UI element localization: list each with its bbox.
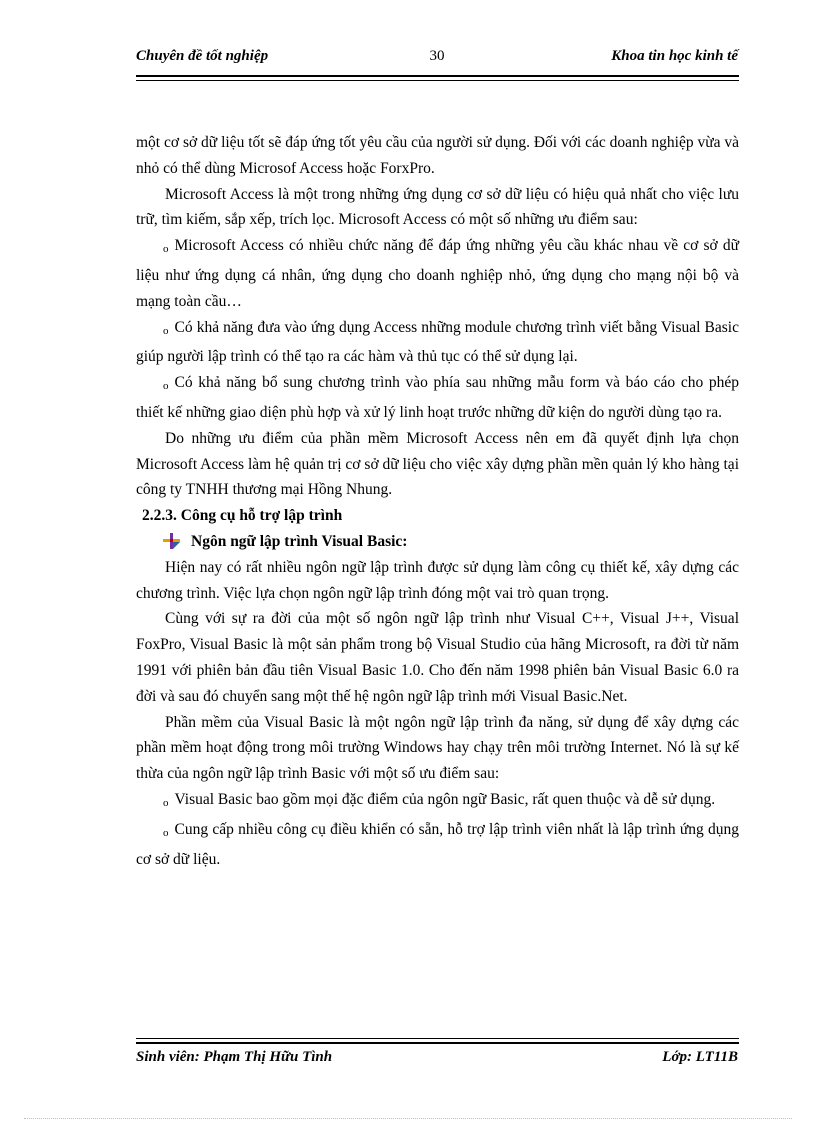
bullet-icon: o: [163, 796, 169, 809]
bullet-text: Cung cấp nhiều công cụ điều khiển có sẵn, hỗ trợ lập trình viên nhất là lập trình ứng dụng cơ sở dữ liệu.: [136, 820, 739, 868]
bullet-icon: o: [163, 380, 169, 393]
paragraph-6: Phần mềm của Visual Basic là một ngôn ngữ lập trình đa năng, sử dụng để xây dựng các phần mềm hoạt động trong môi trường Windows hay chạy trên môi trường Internet. Nó là sự kế thừa của ngôn ngữ lập trình Basic với một số ưu điểm sau:: [136, 713, 739, 783]
subsection-title: Ngôn ngữ lập trình Visual Basic:: [191, 532, 408, 550]
paragraph-1: một cơ sở dữ liệu tốt sẽ đáp ứng tốt yêu cầu của người sử dụng. Đối với các doanh nghiệp vừa và nhỏ có thể dùng Microsof Access hoặc ForxPro.: [136, 134, 739, 177]
header-rule-thick: [136, 75, 739, 77]
subsection-heading: [136, 529, 739, 555]
header-rule-thin: [136, 80, 739, 81]
bullet-item-1: [136, 233, 739, 314]
bullet-text: Có khả năng bổ sung chương trình vào phía sau những mẫu form và báo cáo cho phép thiết kế những giao diện phù hợp và xử lý linh hoạt trước những dữ kiện do người dùng tạo ra.: [136, 374, 739, 421]
pin-bullet-icon: [163, 533, 181, 549]
footer-class: Lớp: LT11B: [662, 1049, 738, 1065]
bullet-icon: o: [163, 826, 169, 839]
page-number: 30: [429, 48, 445, 64]
bullet-item-5: [136, 817, 739, 873]
bullet-item-3: [136, 370, 739, 426]
header-title: Chuyên đề tốt nghiệp: [136, 48, 269, 64]
bullet-text: Microsoft Access có nhiều chức năng để đáp ứng những yêu cầu khác nhau về cơ sở dữ liệu như ứng dụng cá nhân, ứng dụng cho doanh nghiệp nhỏ, ứng dụng cho mạng nội bộ và mạng toàn cầu…: [136, 237, 739, 310]
footer-rule-thick: [136, 1042, 739, 1044]
paragraph-5: Cùng với sự ra đời của một số ngôn ngữ lập trình như Visual C++, Visual J++, Visual FoxPro, Visual Basic là một sản phẩm trong bộ Visual Studio của hãng Microsoft, ra đời từ năm 1991 với phiên bản đầu tiên Visual Basic 1.0. Cho đến năm 1998 phiên bản Visual Basic 6.0 ra đời và sau đó chuyển sang một thế hệ ngôn ngữ lập trình mới Visual Basic.Net.: [136, 610, 739, 705]
footer-student: Sinh viên: Phạm Thị Hữu Tình: [136, 1049, 333, 1065]
header-department: Khoa tin học kinh tế: [611, 48, 738, 64]
page-header: [136, 48, 738, 70]
footer-rule-thin: [136, 1038, 739, 1039]
page-bottom-border: [24, 1118, 792, 1119]
section-heading: 2.2.3. Công cụ hỗ trợ lập trình: [142, 507, 343, 525]
document-body: [136, 130, 739, 872]
bullet-text: Visual Basic bao gồm mọi đặc điểm của ngôn ngữ Basic, rất quen thuộc và dễ sử dụng.: [174, 790, 716, 808]
paragraph-3: Do những ưu điểm của phần mềm Microsoft Access nên em đã quyết định lựa chọn Microsoft Access làm hệ quản trị cơ sở dữ liệu cho việc xây dựng phần mền quản lý kho hàng tại công ty TNHH thương mại Hồng Nhung.: [136, 429, 739, 499]
bullet-text: Có khả năng đưa vào ứng dụng Access những module chương trình viết bằng Visual Basic giúp người lập trình có thể tạo ra các hàm và thủ tục có thể sử dụng lại.: [136, 318, 739, 366]
bullet-icon: o: [163, 324, 169, 337]
paragraph-2: Microsoft Access là một trong những ứng dụng cơ sở dữ liệu có hiệu quả nhất cho việc lưu trữ, tìm kiếm, sắp xếp, trích lọc. Microsoft Access có một số những ưu điểm sau:: [136, 185, 739, 229]
paragraph-4: Hiện nay có rất nhiều ngôn ngữ lập trình được sử dụng làm công cụ thiết kế, xây dựng các chương trình. Việc lựa chọn ngôn ngữ lập trình đóng một vai trò quan trọng.: [136, 558, 739, 602]
bullet-icon: o: [163, 243, 169, 256]
bullet-item-2: [136, 315, 739, 371]
bullet-item-4: [136, 787, 739, 817]
